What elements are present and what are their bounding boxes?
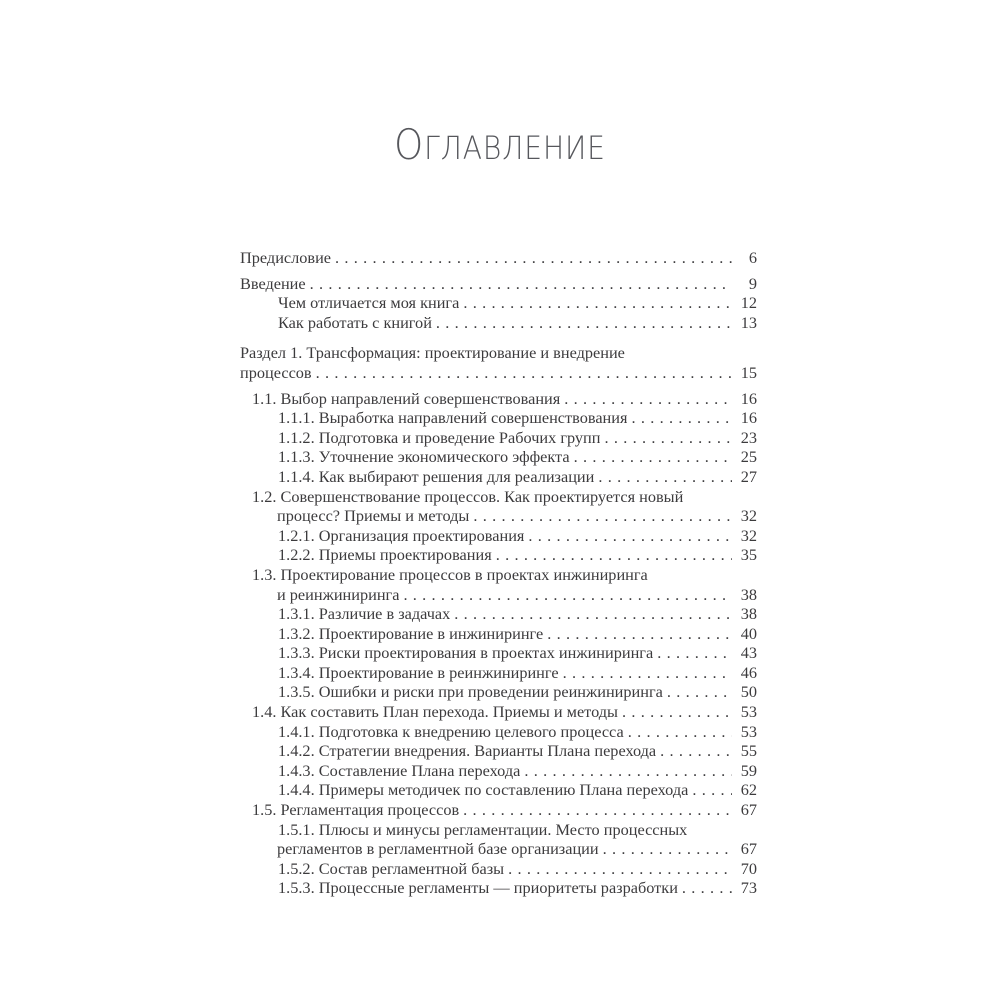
page-number: 32 bbox=[740, 525, 757, 545]
toc-row bbox=[240, 389, 757, 409]
dot-leader bbox=[667, 682, 732, 702]
toc-entry-text: процессов bbox=[240, 362, 312, 382]
dot-leader bbox=[622, 702, 732, 722]
toc-entry bbox=[240, 293, 757, 313]
toc-entry bbox=[240, 859, 757, 879]
toc-entry-text: Чем отличается моя книга bbox=[278, 293, 460, 313]
page-number: 9 bbox=[748, 273, 757, 293]
toc-row bbox=[240, 761, 757, 781]
toc-entry-text: регламентов в регламентной базе организации bbox=[277, 839, 599, 859]
toc-entry-text: 1.3. Проектирование процессов в проектах инжиниринга bbox=[252, 564, 648, 584]
toc-entry-text: 1.2. Совершенствование процессов. Как проектируется новый bbox=[252, 486, 684, 506]
page-number: 67 bbox=[740, 800, 757, 820]
dot-leader bbox=[316, 363, 732, 383]
dot-leader bbox=[473, 506, 732, 526]
page-number: 38 bbox=[740, 584, 757, 604]
dot-leader bbox=[564, 389, 732, 409]
dot-leader bbox=[547, 624, 732, 644]
toc-entry bbox=[240, 389, 757, 409]
toc-row bbox=[240, 702, 757, 722]
toc-row bbox=[240, 585, 757, 605]
page-number: 32 bbox=[740, 506, 757, 526]
toc-entry-text: 1.3.3. Риски проектирования в проектах инжиниринга bbox=[278, 643, 654, 663]
page-number: 53 bbox=[740, 721, 757, 741]
toc-entry-text: Предисловие bbox=[240, 248, 332, 267]
toc-entry-text: 1.1. Выбор направлений совершенствования bbox=[252, 388, 561, 408]
page-number: 43 bbox=[740, 643, 757, 663]
toc-entry bbox=[240, 702, 757, 722]
toc-entry bbox=[240, 741, 757, 761]
toc-entry bbox=[240, 800, 757, 820]
page-number: 38 bbox=[740, 604, 757, 624]
toc-entry bbox=[240, 526, 757, 546]
toc-entry-text: 1.2.2. Приемы проектирования bbox=[278, 545, 492, 565]
dot-leader bbox=[508, 859, 732, 879]
toc-entry-text: 1.1.4. Как выбирают решения для реализации bbox=[278, 466, 595, 486]
toc-entry bbox=[240, 487, 757, 526]
toc-row bbox=[240, 722, 757, 742]
toc-row bbox=[240, 682, 757, 702]
toc-entry bbox=[240, 682, 757, 702]
toc-entry-text: 1.3.2. Проектирование в инжиниринге bbox=[278, 623, 544, 643]
dot-leader bbox=[682, 878, 732, 898]
toc-row bbox=[240, 248, 757, 268]
toc-entry-text: 1.5.2. Состав регламентной базы bbox=[278, 858, 505, 878]
toc-entry bbox=[240, 604, 757, 624]
toc-entry-text: 1.1.3. Уточнение экономического эффекта bbox=[278, 447, 570, 467]
toc-entry bbox=[240, 343, 757, 382]
page-number: 12 bbox=[740, 293, 757, 313]
toc-row bbox=[240, 624, 757, 644]
page-number: 13 bbox=[740, 312, 757, 332]
dot-leader bbox=[692, 780, 732, 800]
toc-entry bbox=[240, 565, 757, 604]
page-number: 25 bbox=[740, 447, 757, 467]
page-number: 35 bbox=[740, 545, 757, 565]
toc-entry bbox=[240, 274, 757, 294]
dot-leader bbox=[574, 447, 732, 467]
toc-row bbox=[240, 565, 757, 585]
toc-row bbox=[240, 293, 757, 313]
toc-row bbox=[240, 526, 757, 546]
toc-entry bbox=[240, 545, 757, 565]
toc-row bbox=[240, 643, 757, 663]
page-number: 67 bbox=[740, 839, 757, 859]
toc-entry bbox=[240, 248, 757, 268]
page-number: 70 bbox=[740, 858, 757, 878]
toc-row bbox=[240, 800, 757, 820]
toc-entry-text: 1.4.1. Подготовка к внедрению целевого процесса bbox=[278, 721, 624, 741]
page-title bbox=[60, 122, 940, 171]
dot-leader bbox=[463, 800, 732, 820]
page-number: 50 bbox=[740, 682, 757, 702]
dot-leader bbox=[454, 604, 732, 624]
toc-entry-text: 1.5.1. Плюсы и минусы регламентации. Место процессных bbox=[278, 819, 688, 839]
toc-row bbox=[240, 545, 757, 565]
toc-row bbox=[240, 859, 757, 879]
toc-entry bbox=[240, 643, 757, 663]
page-number: 62 bbox=[740, 780, 757, 800]
toc-entry-text: 1.3.5. Ошибки и риски при проведении реинжиниринга bbox=[278, 682, 663, 702]
page-number: 46 bbox=[740, 662, 757, 682]
toc-row bbox=[240, 780, 757, 800]
page-title-rest: ГЛАВЛЕНИЕ bbox=[424, 129, 606, 167]
toc-entry bbox=[240, 780, 757, 800]
toc-entry-text: 1.4.2. Стратегии внедрения. Варианты Плана перехода bbox=[278, 741, 657, 761]
toc-entry bbox=[240, 624, 757, 644]
toc-row bbox=[240, 313, 757, 333]
page-number: 40 bbox=[740, 623, 757, 643]
toc-entry bbox=[240, 447, 757, 467]
dot-leader bbox=[436, 313, 732, 333]
toc-row bbox=[240, 820, 757, 840]
toc-entry bbox=[240, 722, 757, 742]
toc-entry bbox=[240, 663, 757, 683]
dot-leader bbox=[403, 585, 732, 605]
dot-leader bbox=[598, 467, 732, 487]
dot-leader bbox=[335, 248, 732, 268]
toc-entry-text: 1.4. Как составить План перехода. Приемы и методы bbox=[252, 702, 618, 722]
page-title-initial: О bbox=[394, 120, 425, 169]
page-number: 6 bbox=[748, 248, 757, 267]
page-number: 23 bbox=[740, 427, 757, 447]
toc-entry bbox=[240, 467, 757, 487]
toc-row bbox=[240, 408, 757, 428]
toc-row bbox=[240, 663, 757, 683]
toc-row bbox=[240, 487, 757, 507]
page-number: 55 bbox=[740, 741, 757, 761]
toc-row bbox=[240, 839, 757, 859]
dot-leader bbox=[631, 408, 732, 428]
toc-entry-text: 1.4.3. Составление Плана перехода bbox=[278, 760, 521, 780]
toc-row bbox=[240, 428, 757, 448]
toc-entry bbox=[240, 761, 757, 781]
dot-leader bbox=[528, 526, 732, 546]
toc-row bbox=[240, 506, 757, 526]
dot-leader bbox=[463, 293, 732, 313]
toc-row bbox=[240, 343, 757, 363]
toc-row bbox=[240, 604, 757, 624]
toc-entry bbox=[240, 878, 757, 898]
page-number: 27 bbox=[740, 466, 757, 486]
toc-entry-text: 1.1.2. Подготовка и проведение Рабочих групп bbox=[278, 427, 601, 447]
toc-row bbox=[240, 447, 757, 467]
dot-leader bbox=[563, 663, 732, 683]
dot-leader bbox=[628, 722, 732, 742]
toc-entry bbox=[240, 313, 757, 333]
toc-entry-text: Как работать с книгой bbox=[278, 312, 432, 332]
toc-entry bbox=[240, 408, 757, 428]
dot-leader bbox=[524, 761, 732, 781]
toc-entry-text: 1.5. Регламентация процессов bbox=[252, 800, 460, 820]
dot-leader bbox=[657, 643, 732, 663]
toc-entry-text: 1.2.1. Организация проектирования bbox=[278, 525, 525, 545]
toc-row bbox=[240, 274, 757, 294]
toc-entries bbox=[240, 248, 757, 898]
dot-leader bbox=[496, 545, 732, 565]
page-number: 73 bbox=[740, 878, 757, 898]
toc-entry-text: процесс? Приемы и методы bbox=[277, 506, 470, 526]
page-number: 16 bbox=[740, 388, 757, 408]
dot-leader bbox=[603, 839, 732, 859]
toc-entry bbox=[240, 820, 757, 859]
toc-row bbox=[240, 741, 757, 761]
page-number: 15 bbox=[740, 362, 757, 382]
page-number: 16 bbox=[740, 408, 757, 428]
toc-entry-text: Раздел 1. Трансформация: проектирование и внедрение bbox=[240, 343, 625, 363]
toc-entry-text: 1.5.3. Процессные регламенты — приоритеты разработки bbox=[278, 878, 678, 898]
toc-entry-text: 1.3.1. Различие в задачах bbox=[278, 604, 451, 624]
toc-entry-text: 1.1.1. Выработка направлений совершенствования bbox=[278, 408, 628, 428]
page-number: 59 bbox=[740, 760, 757, 780]
toc-entry-text: и реинжиниринга bbox=[277, 584, 400, 604]
dot-leader bbox=[660, 741, 732, 761]
page-number: 53 bbox=[740, 702, 757, 722]
toc-row bbox=[240, 467, 757, 487]
toc-row bbox=[240, 878, 757, 898]
toc-row bbox=[240, 363, 757, 383]
toc-entry-text: Введение bbox=[240, 273, 306, 293]
toc-entry bbox=[240, 428, 757, 448]
dot-leader bbox=[310, 274, 732, 294]
toc-entry-text: 1.4.4. Примеры методичек по составлению Плана перехода bbox=[278, 780, 689, 800]
toc-entry-text: 1.3.4. Проектирование в реинжиниринге bbox=[278, 662, 559, 682]
dot-leader bbox=[604, 428, 732, 448]
